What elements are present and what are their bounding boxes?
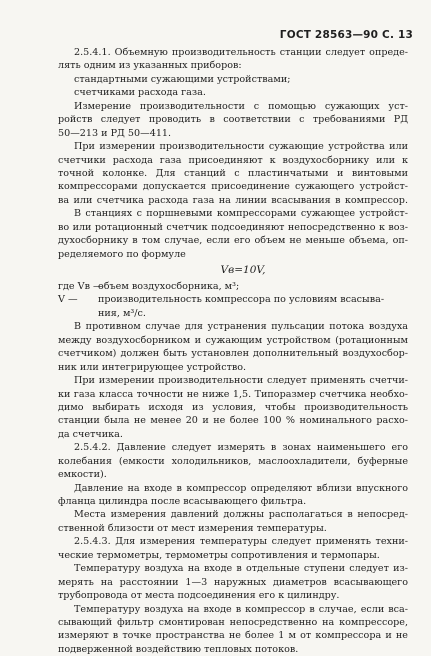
definition-row bbox=[58, 280, 408, 293]
text-line: мерять на расстоянии 1—3 наружных диаметров всасывающего bbox=[58, 576, 408, 588]
text-line: ческие термометры, термометры сопротивления и термопары. bbox=[58, 549, 380, 561]
text-line: компрессорами допускается присоединение сужающего устройст- bbox=[58, 181, 408, 193]
text-line: фланца цилиндра после всасывающего фильтра. bbox=[58, 496, 307, 507]
text-line: подверженной воздействию тепловых потоков. bbox=[58, 643, 299, 655]
formula bbox=[58, 261, 408, 280]
text-line: ройств следует проводить в соответствии с требованиями РД bbox=[58, 114, 408, 126]
text-line: Температуру воздуха на входе в компрессор в случае, если вса- bbox=[74, 603, 408, 615]
text-line: В станциях с поршневыми компрессорами сужающее устройст- bbox=[74, 208, 408, 220]
text-line: духосборнику в том случае, если его объем не меньше объема, оп- bbox=[58, 235, 408, 247]
text-line: точной колонке. Для станций с пластинчатыми и винтовыми bbox=[58, 167, 408, 179]
text-line: счетчиками расхода газа. bbox=[74, 87, 206, 99]
text-line: станции была не менее 20 и не более 100 % номинального расхо- bbox=[58, 415, 408, 427]
text-line: между воздухосборником и сужающим устройством (ротационным bbox=[58, 334, 408, 346]
paragraph-block-1 bbox=[58, 46, 408, 261]
definition-row bbox=[58, 293, 408, 306]
definition-text: производительность компрессора по условиям всасыва- bbox=[98, 294, 385, 306]
text-line: трубопровода от места подсоединения его к цилиндру. bbox=[58, 590, 340, 602]
page-header: ГОСТ 28563—90 С. 13 bbox=[279, 29, 413, 41]
formula-definitions bbox=[58, 280, 408, 307]
text-line: 2.5.4.2. Давление следует измерять в зонах наименьшего его bbox=[74, 442, 408, 454]
definition-text: объем воздухосборника, м³; bbox=[98, 281, 240, 292]
text-line: 2.5.4.1. Объемную производительность станции следует опреде- bbox=[74, 47, 408, 58]
text-line: ва или счетчика расхода газа на линии всасывания в компрессор. bbox=[58, 194, 408, 206]
definition-continuation: ния, м³/с. bbox=[98, 307, 146, 319]
text-line: При измерении производительности следует применять счетчи- bbox=[74, 375, 408, 387]
text-line: колебания (емкости холодильников, маслоохладители, буферные bbox=[58, 455, 408, 467]
text-line: емкости). bbox=[58, 469, 107, 481]
text-line: счетчики расхода газа присоединяют к воздухосборнику или к bbox=[58, 154, 408, 166]
formula-text: Vв=10V, bbox=[220, 264, 266, 276]
text-line: да счетчика. bbox=[58, 428, 123, 440]
definition-symbol: V — bbox=[58, 294, 78, 306]
text-line: ки газа класса точности не ниже 1,5. Типоразмер счетчика необхо- bbox=[58, 388, 408, 400]
text-line: 2.5.4.3. Для измерения температуры следует применять техни- bbox=[74, 536, 408, 548]
body-text bbox=[58, 46, 408, 656]
text-line: измеряют в точке пространства не более 1 м от компрессора и не bbox=[58, 630, 408, 642]
text-line: ределяемого по формуле bbox=[58, 248, 186, 260]
text-line: Измерение производительности с помощью сужающих уст- bbox=[74, 100, 408, 112]
text-line: Температуру воздуха на входе в отдельные ступени следует из- bbox=[74, 563, 408, 575]
text-line: сывающий фильтр смонтирован непосредственно на компрессоре, bbox=[58, 616, 408, 628]
definition-symbol: где Vв — bbox=[58, 281, 103, 292]
text-line: Места измерения давлений должны располагаться в непосред- bbox=[74, 509, 408, 521]
text-line: стандартными сужающими устройствами; bbox=[74, 73, 291, 85]
text-line: 50—213 и РД 50—411. bbox=[58, 127, 172, 139]
text-line: счетчиком) должен быть установлен дополнительный воздухосбор- bbox=[58, 348, 408, 360]
text-line: димо выбирать исходя из условия, чтобы производительность bbox=[58, 401, 408, 413]
text-line: ник или интегрирующее устройство. bbox=[58, 361, 247, 373]
text-line: Давление на входе в компрессор определяют вблизи впускного bbox=[74, 482, 408, 494]
text-line: При измерении производительности сужающие устройства или bbox=[74, 141, 408, 153]
text-line: во или ротационный счетчик подсоединяют непосредственно к воз- bbox=[58, 221, 408, 233]
paragraph-block-2 bbox=[58, 320, 408, 656]
text-line: лять одним из указанных приборов: bbox=[58, 60, 242, 72]
text-line: В противном случае для устранения пульсации потока воздуха bbox=[74, 321, 408, 333]
text-line: ственной близости от мест измерения температуры. bbox=[58, 522, 327, 534]
